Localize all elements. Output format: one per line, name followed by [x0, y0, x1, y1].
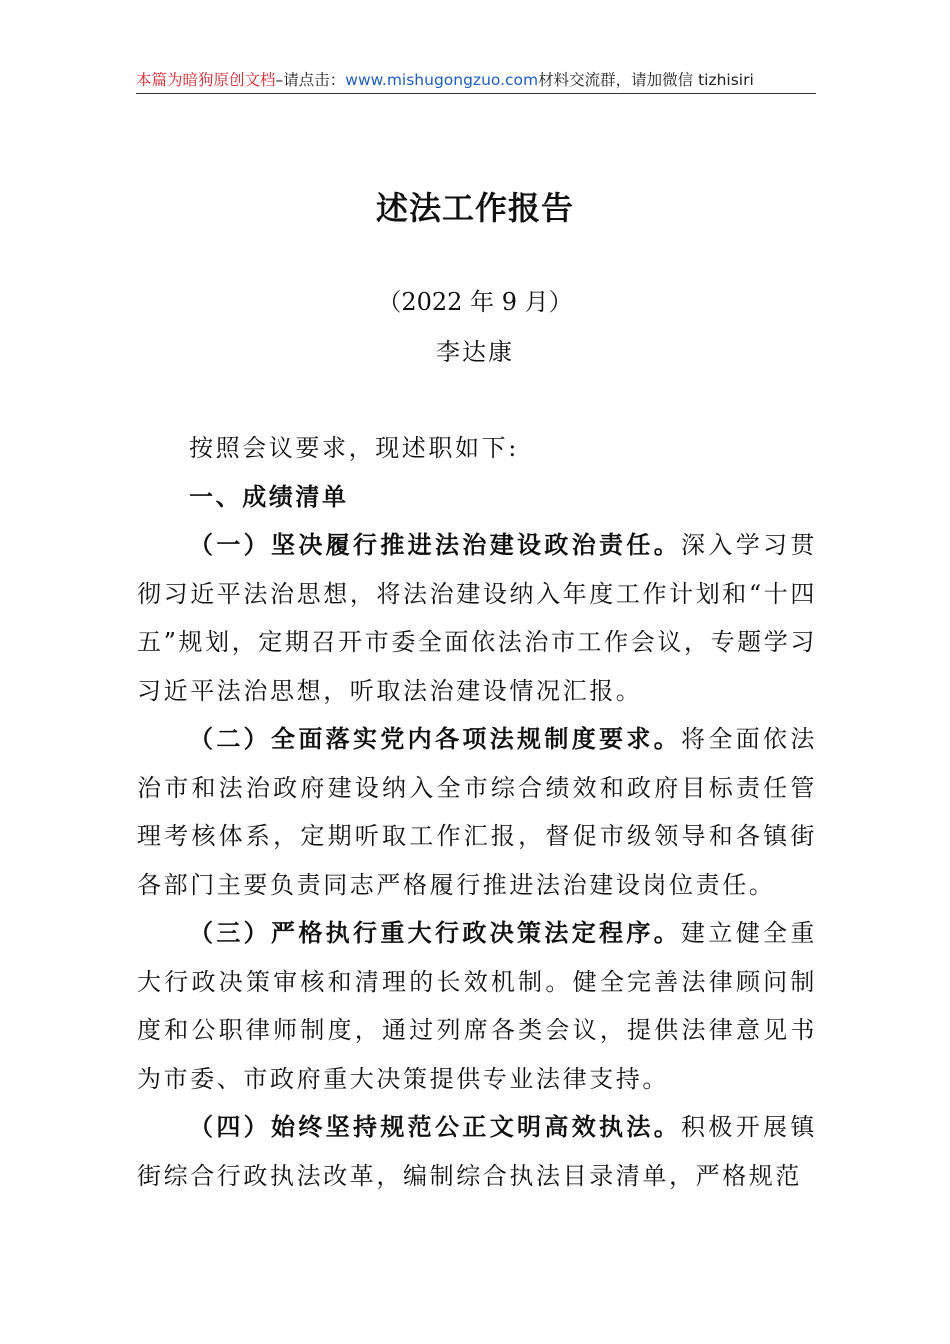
- intro-paragraph: 按照会议要求，现述职如下:: [189, 434, 519, 462]
- section-heading: 一、成绩清单: [189, 482, 349, 511]
- header-link[interactable]: www.mishugongzuo.com: [345, 71, 539, 89]
- item-lead: （三）严格执行重大行政决策法定程序。: [189, 918, 682, 947]
- item-paragraph: [137, 521, 817, 715]
- item-paragraph: [137, 715, 817, 909]
- header-brand: 本篇为暗狗原创文档: [136, 71, 276, 89]
- document-title: 述法工作报告: [375, 189, 574, 227]
- item-text: 深入学习贯彻习近平法治思想，将法治建设纳入年度工作计划和“十四五”规划，定期召开市委全面依法治市工作会议，专题学习习近平法治思想，听取法治建设情况汇报。: [137, 531, 817, 705]
- item-lead: （四）始终坚持规范公正文明高效执法。: [189, 1112, 682, 1141]
- header-prompt: –请点击：: [275, 71, 346, 89]
- item-paragraph: [137, 909, 817, 1103]
- item-text: 积极开展镇街综合行政执法改革，编制综合执法目录清单，严格规范: [137, 1113, 817, 1190]
- item-text: 将全面依法治市和法治政府建设纳入全市综合绩效和政府目标责任管理考核体系，定期听取工作汇报，督促市级领导和各镇街各部门主要负责同志严格履行推进法治建设岗位责任。: [137, 725, 817, 899]
- item-paragraph: [137, 1103, 817, 1200]
- item-lead: （一）坚决履行推进法治建设政治责任。: [189, 530, 682, 559]
- document-author: 李达康: [436, 338, 514, 366]
- header-tail: 材料交流群，请加微信 tizhisiri: [538, 71, 754, 89]
- header-banner: [136, 70, 816, 90]
- document-body: [137, 424, 817, 1200]
- item-lead: （二）全面落实党内各项法规制度要求。: [189, 724, 682, 753]
- item-text: 建立健全重大行政决策审核和清理的长效机制。健全完善法律顾问制度和公职律师制度，通过列席各类会议，提供法律意见书为市委、市政府重大决策提供专业法律支持。: [137, 919, 817, 1093]
- header-divider: [136, 93, 816, 94]
- document-date: （2022 年 9 月）: [377, 288, 573, 316]
